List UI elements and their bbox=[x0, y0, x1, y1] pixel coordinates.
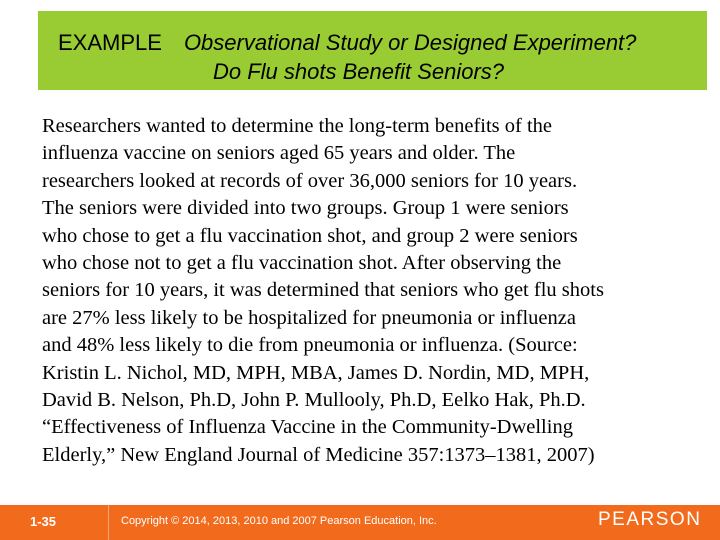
body-line: who chose to get a flu vaccination shot, and group 2 were seniors bbox=[42, 224, 578, 247]
copyright-text: Copyright © 2014, 2013, 2010 and 2007 Pearson Education, Inc. bbox=[121, 515, 437, 527]
slide-title bbox=[58, 30, 636, 56]
pearson-logo: PEARSON bbox=[598, 509, 702, 530]
body-line: who chose not to get a flu vaccination shot. After observing the bbox=[42, 252, 562, 275]
body-line: are 27% less likely to be hospitalized for pneumonia or influenza bbox=[42, 306, 576, 329]
body-line: and 48% less likely to die from pneumonia or influenza. (Source: bbox=[42, 334, 578, 357]
body-line: researchers looked at records of over 36,000 seniors for 10 years. bbox=[42, 169, 578, 192]
body-line: Researchers wanted to determine the long-term benefits of the bbox=[42, 115, 553, 137]
body-line: The seniors were divided into two groups. Group 1 were seniors bbox=[42, 197, 569, 220]
slide-subtitle: Do Flu shots Benefit Seniors? bbox=[213, 59, 505, 84]
body-line: David B. Nelson, Ph.D, John P. Mullooly, Ph.D, Eelko Hak, Ph.D. bbox=[42, 389, 586, 412]
body-line: Kristin L. Nichol, MD, MPH, MBA, James D. Nordin, MD, MPH, bbox=[42, 361, 590, 384]
title-text: Observational Study or Designed Experiment? bbox=[183, 30, 637, 55]
body-line: “Effectiveness of Influenza Vaccine in the Community-Dwelling bbox=[42, 416, 573, 439]
body-line: influenza vaccine on seniors aged 65 years and older. The bbox=[42, 142, 516, 165]
page-number: 1-35 bbox=[30, 514, 57, 529]
example-label: EXAMPLE bbox=[58, 30, 162, 55]
body-paragraph bbox=[42, 113, 692, 469]
footer-divider bbox=[108, 505, 109, 540]
body-line: Elderly,” New England Journal of Medicine 357:1373–1381, 2007) bbox=[42, 443, 595, 466]
body-line: seniors for 10 years, it was determined that seniors who get flu shots bbox=[42, 279, 604, 302]
